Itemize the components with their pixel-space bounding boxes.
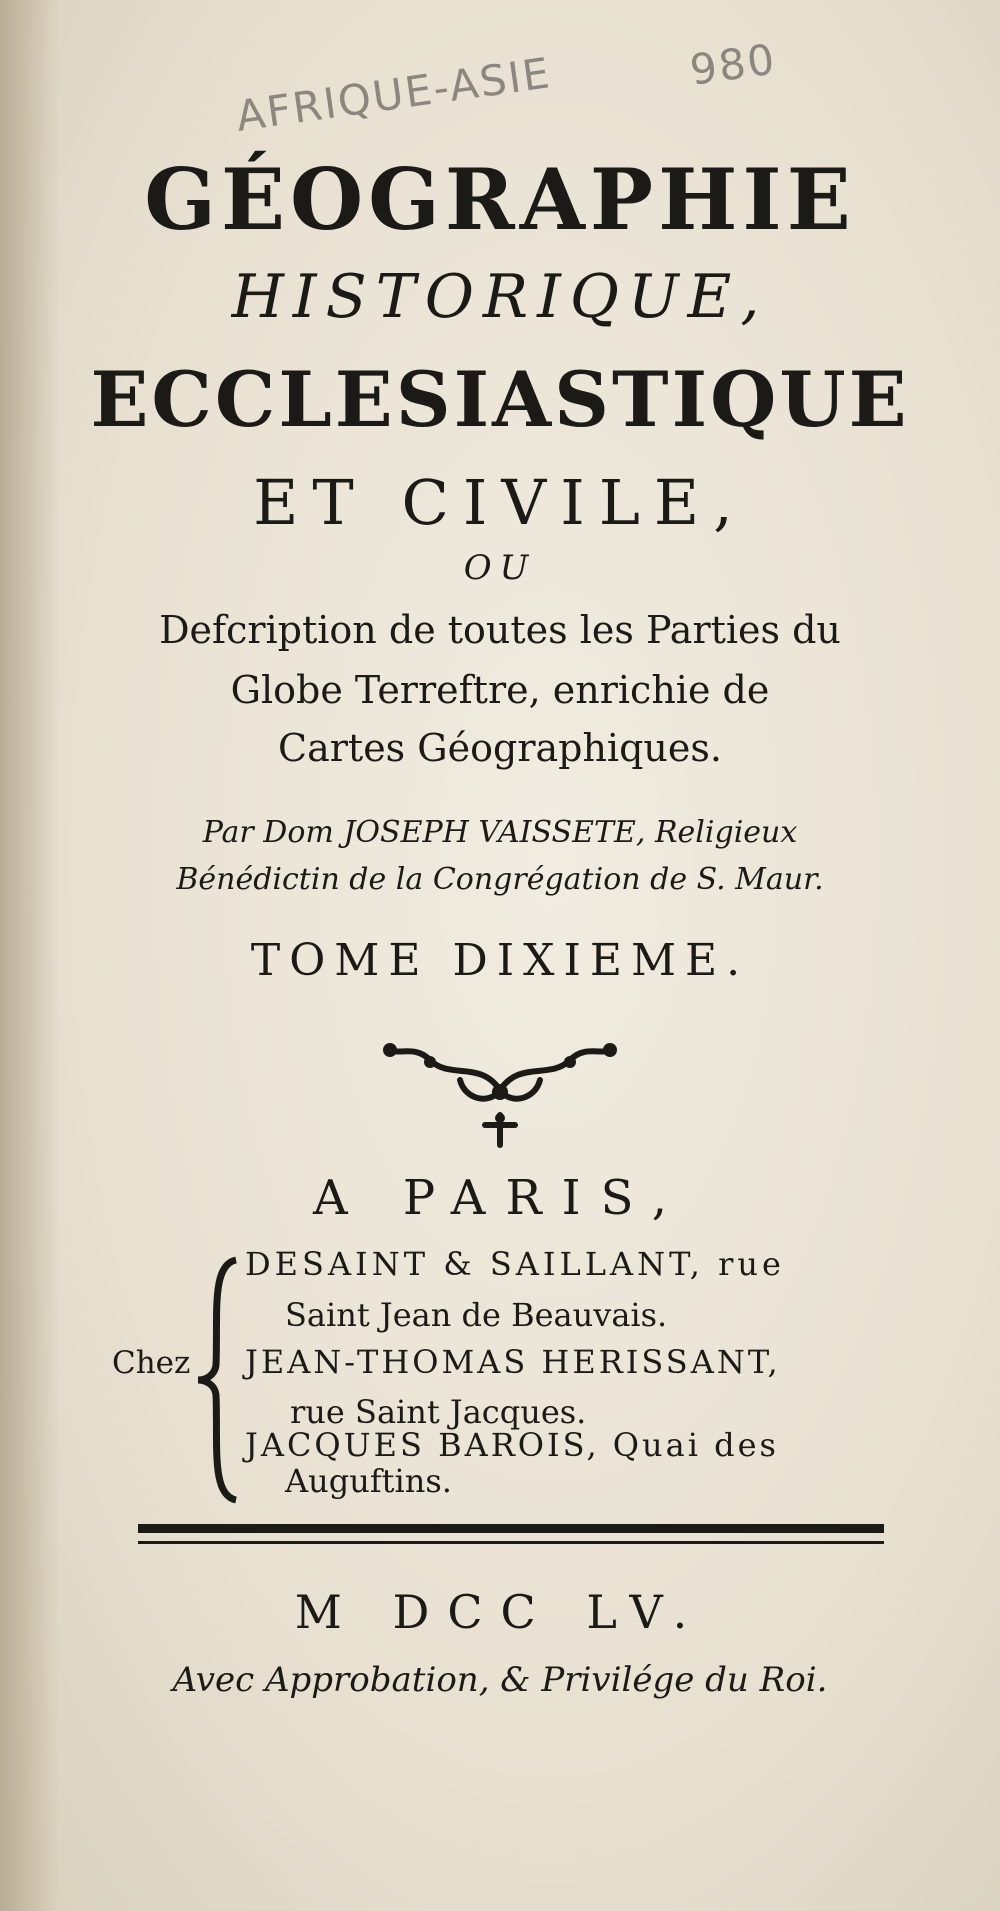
publication-year: M DCC LV. [294,1585,706,1639]
thin-rule [138,1541,884,1544]
imprint-chez: Chez [112,1345,191,1381]
title-line-5: OU [463,548,537,588]
imprint-printer-2-line-1: JEAN-THOMAS HERISSANT, [245,1343,781,1381]
title-line-3: ECCLESIASTIQUE [90,355,910,444]
description-line-3: Cartes Géographiques. [278,726,722,770]
volume-label: TOME DIXIEME. [250,935,750,986]
fleuron-ornament-icon [370,1020,630,1150]
imprint-printer-1-line-2: Saint Jean de Beauvais. [285,1296,668,1334]
approbation-line: Avec Approbation, & Privilége du Roi. [172,1660,828,1700]
imprint-printer-1-line-1: DESAINT & SAILLANT, rue [245,1245,785,1283]
pencil-note-left: AFRIQUE-ASIE [233,48,555,141]
imprint-city: A PARIS, [312,1170,687,1226]
pencil-note-right: 980 [687,34,780,95]
imprint-printer-3-line-2: Auguftins. [285,1462,452,1500]
title-line-4: ET CIVILE, [253,466,747,539]
description-line-2: Globe Terreftre, enrichie de [230,668,770,712]
brace-icon [196,1255,246,1505]
title-line-1: GÉOGRAPHIE [144,150,856,249]
imprint-printer-2-line-2: rue Saint Jacques. [290,1393,587,1431]
thick-rule [138,1524,884,1533]
author-line-1: Par Dom JOSEPH VAISSETE, Religieux [202,815,798,850]
title-line-2: HISTORIQUE, [231,262,769,332]
imprint-printer-3-line-1: JACQUES BAROIS, Quai des [245,1426,779,1464]
author-line-2: Bénédictin de la Congrégation de S. Maur. [176,862,824,897]
description-line-1: Defcription de toutes les Parties du [159,608,841,652]
